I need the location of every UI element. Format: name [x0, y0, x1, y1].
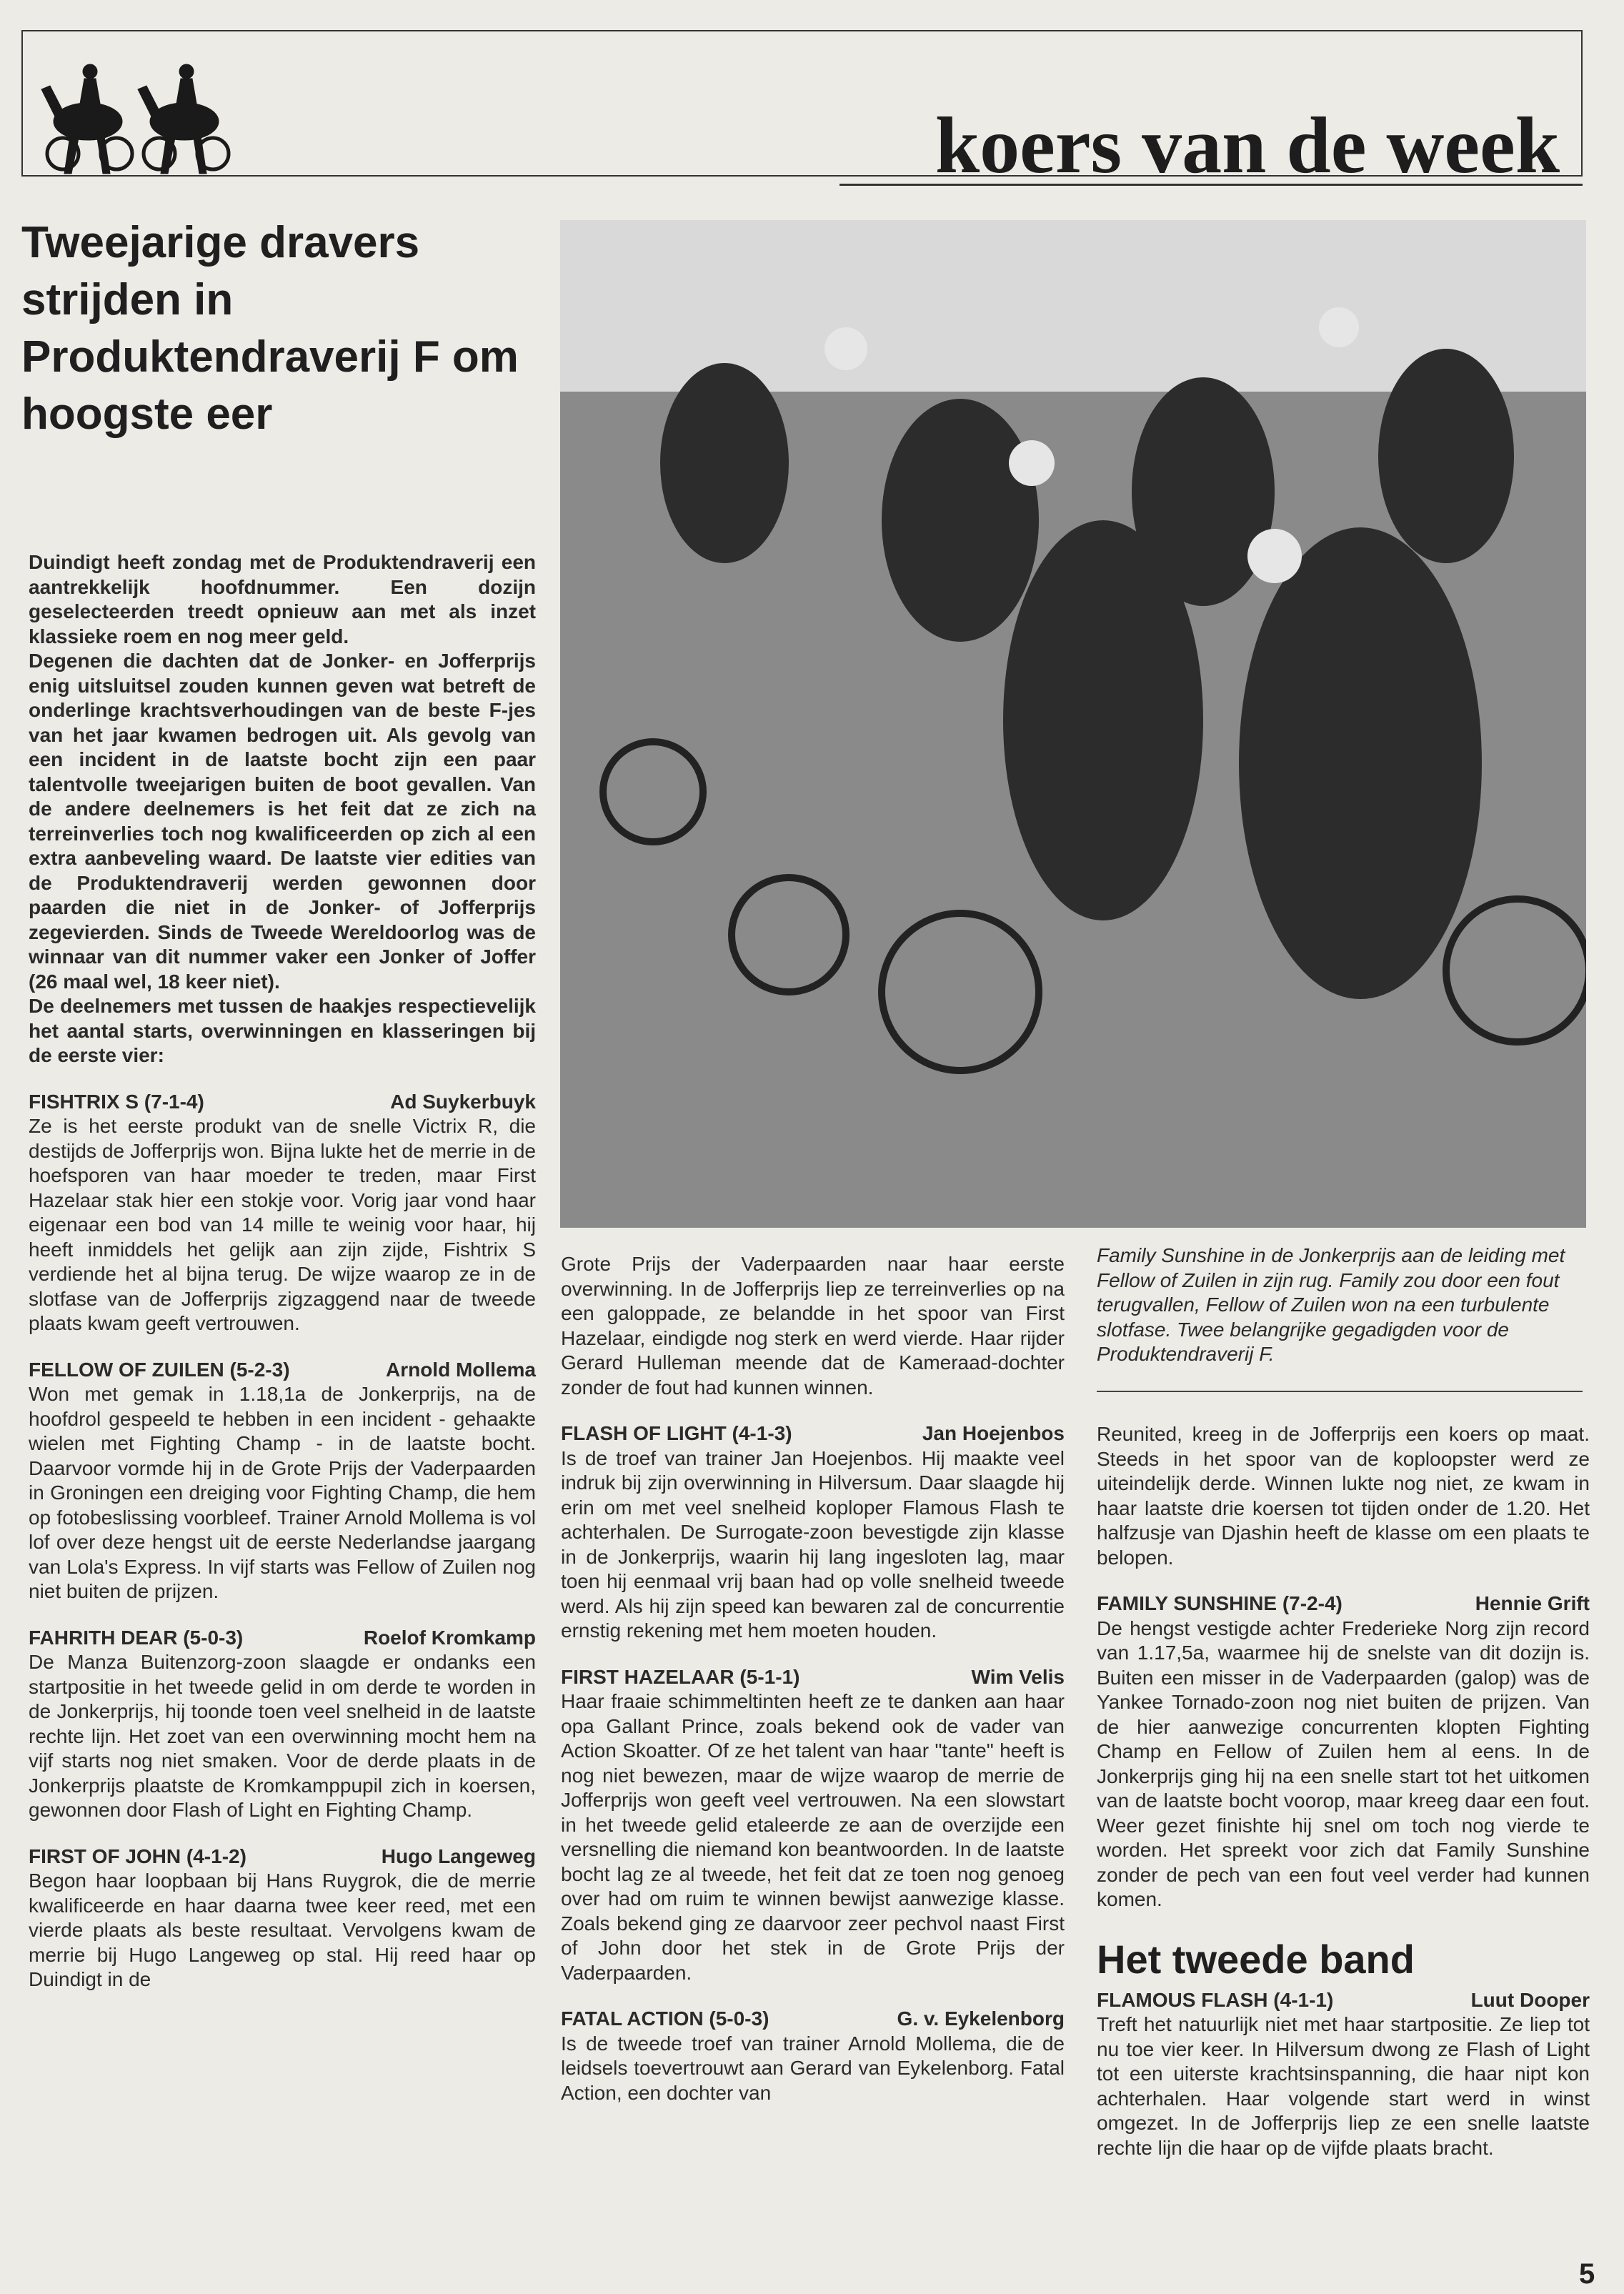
column-1: [29, 550, 536, 1992]
trainer-name: Arnold Mollema: [385, 1358, 536, 1381]
entry-heading: [29, 1844, 536, 1870]
entry-text: Is de tweede troef van trainer Arnold Mollema, die de leidsels toevertrouwt aan Gerard van Eykelenborg. Fatal Action, een dochter van: [561, 2032, 1065, 2104]
photo-caption: Family Sunshine in de Jonkerprijs aan de leiding met Fellow of Zuilen in zijn rug. Family zou door een fout terugvallen, Fellow of Zuilen won na een turbulente slotfase. Twee belangrijke gegadigden voor de Produktendraverij F.: [1097, 1244, 1565, 1365]
entry-text: Treft het natuurlijk niet met haar startpositie. Ze liep tot nu toe vier keer. In Hilversum dwong ze Flash of Light tot een uiterste krachtsinspanning, die haar nipt kon achterhalen. Haar volgende start werd in winst omgezet. In de Jofferprijs liep ze een snelle laatste rechte lijn die haar op de vijfde plaats bracht.: [1097, 2013, 1590, 2159]
trainer-name: Ad Suykerbuyk: [390, 1090, 536, 1113]
continued-text: Grote Prijs der Vaderpaarden naar haar eerste overwinning. In de Jofferprijs liep ze terreinverlies op na een galoppade, ze belandde in het spoor van First Hazelaar, eindigde nog sterk en werd vierde. Haar rijder Gerard Hulleman meende dat de Kameraad-dochter zonder de fout had kunnen winnen.: [561, 1253, 1065, 1399]
entry-heading: [561, 1665, 1065, 1690]
trainer-name: Hennie Grift: [1475, 1592, 1590, 1614]
horse-name: FLAMOUS FLASH (4-1-1): [1097, 1988, 1334, 2011]
entry-text: Won met gemak in 1.18,1a de Jonkerprijs, na de hoofdrol gespeeld te hebben in een incident - gehaakte wielen met Fighting Champ - in de laatste bocht. Daarvoor vormde hij in de Grote Prijs der Vaderpaarden in Groningen een dreiging voor Fighting Champ, die hem op fotobeslissing voorbleef. Trainer Arnold Mollema is vol lof over deze hengst uit de eerste Nederlandse jaargang van Lola's Express. In vijf starts was Fellow of Zuilen nog niet buiten de prijzen.: [29, 1383, 536, 1602]
entry-heading: [1097, 1592, 1590, 1617]
trainer-name: Roelof Kromkamp: [363, 1626, 536, 1649]
entry-heading: [561, 1421, 1065, 1446]
headline: Tweejarige dravers strijden in Produktendraverij F om hoogste eer: [21, 218, 519, 439]
horse-name: FAHRITH DEAR (5-0-3): [29, 1626, 244, 1649]
trainer-name: Hugo Langeweg: [381, 1844, 536, 1867]
subheading: Het tweede band: [1097, 1936, 1415, 1982]
lead-paragraph: Degenen die dachten dat de Jonker- en Jofferprijs enig uitsluitsel zouden kunnen geven wat betreft de onderlinge krachtsverhoudingen van de beste F-jes van het jaar kwamen bedrogen uit. Als gevolg van een incident in de laatste bocht zijn een paar talentvolle tweejarigen buiten de boot gevallen. Van de andere deelnemers is het feit dat ze zich na terreinverlies toch nog kwalificeerden op zich al een extra aanbeveling waard. De laatste vier edities van de Produktendraverij werden gewonnen door paarden die niet in de Jonker- of Jofferprijs zegevierden. Sinds de Tweede Wereldoorlog was de winnaar van dit nummer vaker een Jonker of Joffer (26 maal wel, 18 keer niet).: [29, 650, 536, 993]
column-2: [561, 1252, 1065, 2105]
harness-racing-logo: [34, 46, 249, 182]
section-title: koers van de week: [935, 101, 1560, 190]
entry-heading: [1097, 1988, 1590, 2013]
entry-heading: [29, 1358, 536, 1383]
lead-paragraph: De deelnemers met tussen de haakjes respectievelijk het aantal starts, overwinningen en klasseringen bij de eerste vier:: [29, 995, 536, 1066]
entry-text: Ze is het eerste produkt van de snelle Victrix R, die destijds de Jofferprijs won. Bijna lukte het de merrie in de hoefsporen van haar moeder te treden, maar First Hazelaar stak hier een stokje voor. Vorig jaar vond haar eigenaar een bod van 14 mille te weinig voor haar, hij heeft inmiddels het gelijk aan zijn zijde, Fishtrix S verdiende het al bijna terug. De wijze waarop ze in de slotfase van de Jofferprijs zigzaggend naar de tweede plaats kwam geeft vertrouwen.: [29, 1115, 536, 1334]
trainer-name: Jan Hoejenbos: [922, 1422, 1065, 1444]
trainer-name: G. v. Eykelenborg: [897, 2007, 1065, 2030]
continued-text: Reunited, kreeg in de Jofferprijs een koers op maat. Steeds in het spoor van de koploopster werd ze uiteindelijk derde. Winnen lukte nog niet, ze kwam in haar laatste drie koersen tot tijden onder de 1.20. Het halfzusje van Djashin heeft de klasse om een plaats te belopen.: [1097, 1423, 1590, 1569]
entry-heading: [29, 1626, 536, 1651]
lead-paragraphs: [29, 550, 536, 1068]
lead-paragraph: Duindigt heeft zondag met de Produktendraverij een aantrekkelijk hoofdnummer. Een dozijn geselecteerden treedt opnieuw aan met als inzet klassieke roem en nog meer geld.: [29, 551, 536, 647]
horse-name: FIRST OF JOHN (4-1-2): [29, 1844, 246, 1867]
entry-heading: [29, 1090, 536, 1115]
caption-divider: [1097, 1391, 1583, 1392]
race-photo: [560, 220, 1586, 1228]
entry-text: Begon haar loopbaan bij Hans Ruygrok, die de merrie kwalificeerde en haar daarna twee keer reed, met een vierde plaats als beste resultaat. Vervolgens kwam de merrie bij Hugo Langeweg op stal. Hij reed haar op Duindigt in de: [29, 1870, 536, 1990]
horse-name: FLASH OF LIGHT (4-1-3): [561, 1422, 792, 1444]
horse-name: FELLOW OF ZUILEN (5-2-3): [29, 1358, 290, 1381]
entry-text: De hengst vestigde achter Frederieke Norg zijn record van 1.17,5a, waarmee hij de snelste van dit dozijn is. Buiten een misser in de Vaderpaarden (galop) was de Yankee Tornado-zoon nog niet buiten de prijzen. Van de hier aanwezige concurrenten klopten Fighting Champ en Fellow of Zuilen hem al eens. In de Jonkerprijs ging hij na een snelle start tot het uitkomen van de laatste bocht voorop, maar kreeg daar een fout. Weer gezet finishte hij snel om toch nog vierde te worden. Het spreekt voor zich dat Family Sunshine zonder de pech van een fout veel verder had kunnen komen.: [1097, 1617, 1590, 1910]
horse-name: FIRST HAZELAAR (5-1-1): [561, 1665, 800, 1688]
horse-name: FATAL ACTION (5-0-3): [561, 2007, 769, 2030]
column-3: [1097, 1422, 1590, 2160]
horse-name: FAMILY SUNSHINE (7-2-4): [1097, 1592, 1342, 1614]
entry-text: Is de troef van trainer Jan Hoejenbos. Hij maakte veel indruk bij zijn overwinning in Hilversum. Daar slaagde hij erin om met veel snelheid koploper Flamous Flash te achterhalen. De Surrogate-zoon bevestigde zijn klasse in de Jonkerprijs, waarin hij lang ingesloten lag, maar toen hij eenmaal vrij baan had op volle snelheid tweede werd. Als hij zijn speed kan bewaren zal de concurrentie ernstig rekening met hem moeten houden.: [561, 1446, 1065, 1642]
trainer-name: Wim Velis: [971, 1665, 1065, 1688]
page-number: 5: [1579, 2258, 1595, 2290]
entry-text: Haar fraaie schimmeltinten heeft ze te danken aan haar opa Gallant Prince, zoals bekend ook de vader van Action Skoatter. Of ze het talent van haar "tante" heeft is nog niet bewezen, maar de wijze waarop de merrie de Jofferprijs won geeft veel vertrouwen. Na een slowstart in het tweede gelid etaleerde ze aan de overzijde een versnelling die niemand kon beantwoorden. In de laatste bocht lag ze al tweede, het feit dat ze toen nog genoeg over had om ruim te winnen bewijst aanwezige klasse. Zoals bekend ging ze daarvoor zeer pechvol naast First of John door het stek in de Grote Prijs der Vaderpaarden.: [561, 1690, 1065, 1984]
entry-text: De Manza Buitenzorg-zoon slaagde er ondanks een startpositie in het tweede gelid in om derde te worden in de Jonkerprijs, hij toonde toen veel snelheid in de laatste rechte lijn. Het zoet van een overwinning mocht hem na vijf starts nog niet smaken. Voor de derde plaats in de Jonkerprijs plaatste de Kromkamppupil zich in koersen, gewonnen door Flash of Light en Fighting Champ.: [29, 1651, 536, 1821]
entry-heading: [561, 2007, 1065, 2032]
trainer-name: Luut Dooper: [1470, 1988, 1590, 2011]
horse-name: FISHTRIX S (7-1-4): [29, 1090, 204, 1113]
